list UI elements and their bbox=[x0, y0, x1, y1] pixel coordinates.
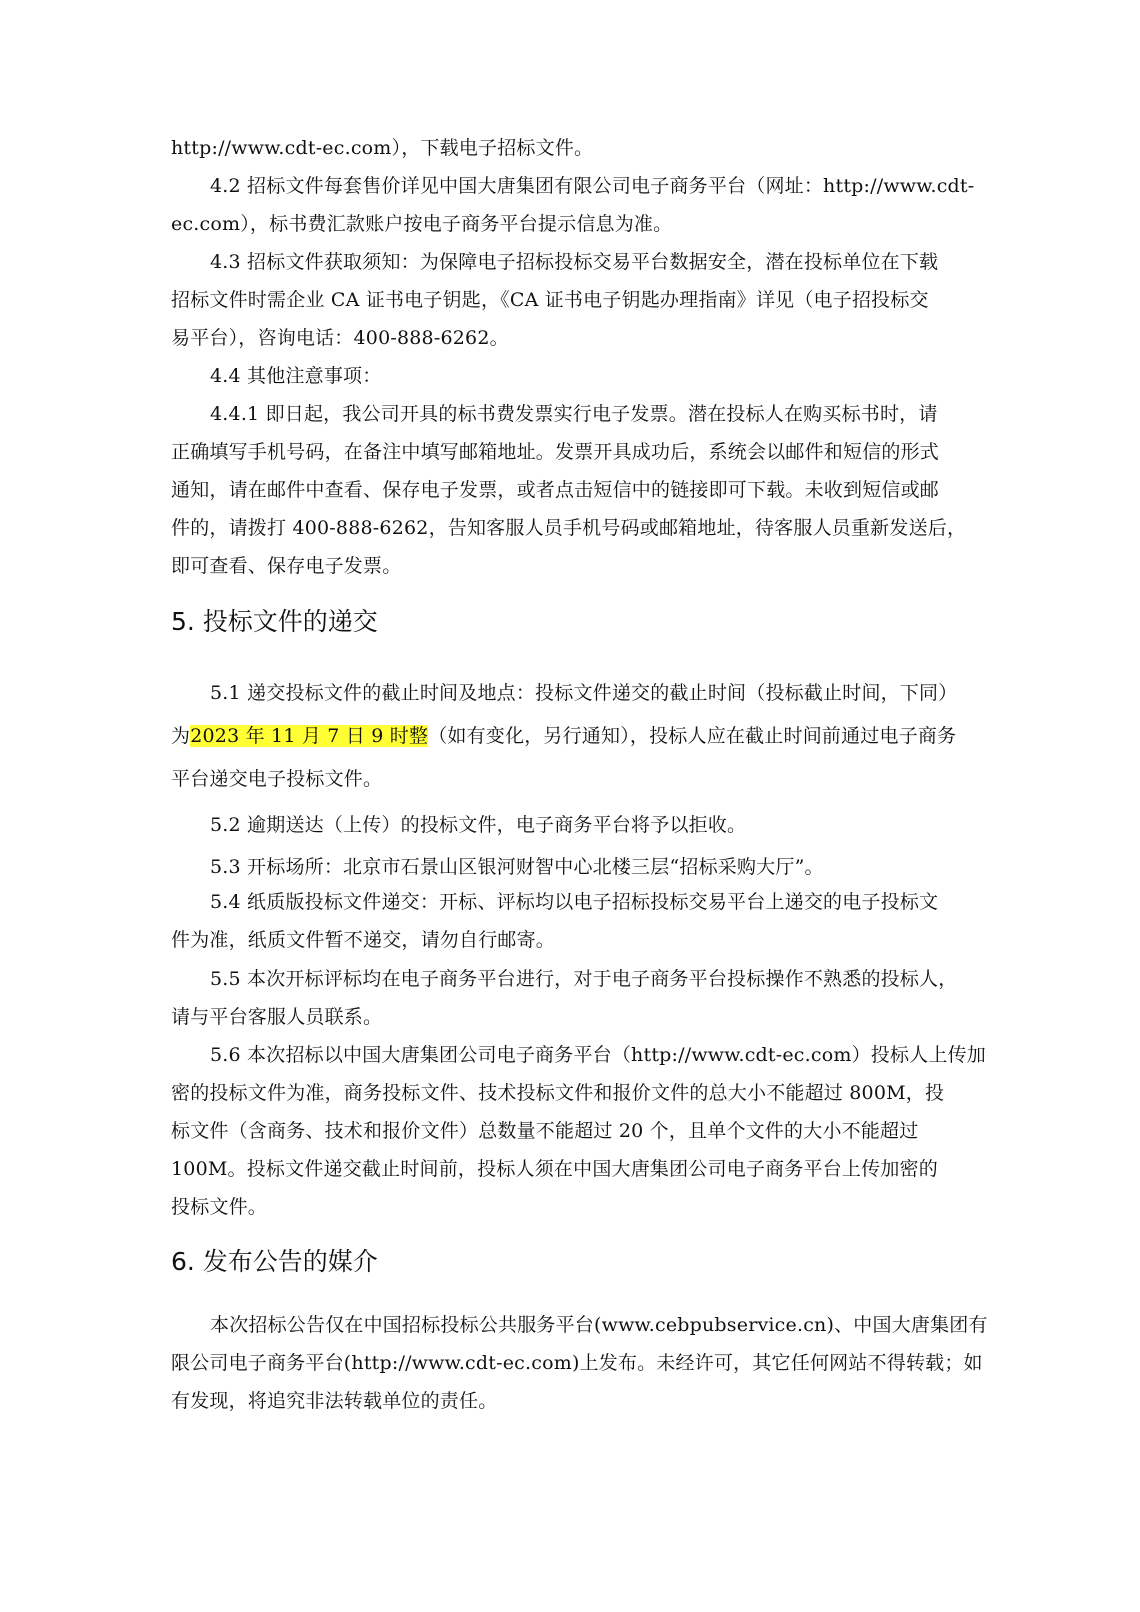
text-line: 密的投标文件为准，商务投标文件、技术投标文件和报价文件的总大小不能超过 800M，投 bbox=[171, 1082, 945, 1104]
text-line: 平台递交电子投标文件。 bbox=[171, 768, 383, 790]
text-line: 限公司电子商务平台(http://www.cdt-ec.com)上发布。未经许可，其它任何网站不得转载；如 bbox=[171, 1352, 983, 1374]
text-line: 4.2 招标文件每套售价详见中国大唐集团有限公司电子商务平台（网址：http://www.cdt- bbox=[210, 175, 975, 197]
text-fragment: （如有变化，另行通知），投标人应在截止时间前通过电子商务 bbox=[428, 725, 957, 747]
highlighted-deadline: 2023 年 11 月 7 日 9 时整 bbox=[190, 725, 429, 747]
text-line: 正确填写手机号码，在备注中填写邮箱地址。发票开具成功后，系统会以邮件和短信的形式 bbox=[171, 441, 940, 463]
text-line: 请与平台客服人员联系。 bbox=[171, 1006, 383, 1028]
text-line: 通知，请在邮件中查看、保存电子发票，或者点击短信中的链接即可下载。未收到短信或邮 bbox=[171, 479, 940, 501]
text-line: 4.4.1 即日起，我公司开具的标书费发票实行电子发票。潜在投标人在购买标书时，请 bbox=[210, 403, 938, 425]
text-fragment: 为 bbox=[171, 725, 191, 747]
text-line: 4.4 其他注意事项： bbox=[210, 365, 382, 387]
text-line: 件为准，纸质文件暂不递交，请勿自行邮寄。 bbox=[171, 929, 556, 951]
section-6-heading: 6. 发布公告的媒介 bbox=[171, 1247, 378, 1276]
text-line-with-highlight bbox=[171, 724, 971, 748]
text-line: 5.5 本次开标评标均在电子商务平台进行，对于电子商务平台投标操作不熟悉的投标人， bbox=[210, 968, 958, 990]
text-line: ec.com），标书费汇款账户按电子商务平台提示信息为准。 bbox=[171, 213, 673, 235]
text-line: 易平台），咨询电话：400-888-6262。 bbox=[171, 327, 509, 349]
text-line: 4.3 招标文件获取须知：为保障电子招标投标交易平台数据安全，潜在投标单位在下载 bbox=[210, 251, 939, 273]
text-line: 5.3 开标场所：北京市石景山区银河财智中心北楼三层“招标采购大厅”。 bbox=[210, 856, 824, 878]
text-line: 5.6 本次招标以中国大唐集团公司电子商务平台（http://www.cdt-ec.com）投标人上传加 bbox=[210, 1044, 986, 1066]
text-line: 本次招标公告仅在中国招标投标公共服务平台(www.cebpubservice.cn)、中国大唐集团有 bbox=[210, 1314, 988, 1336]
text-line: 即可查看、保存电子发票。 bbox=[171, 555, 402, 577]
text-line: 招标文件时需企业 CA 证书电子钥匙，《CA 证书电子钥匙办理指南》详见（电子招投标交 bbox=[171, 289, 929, 311]
text-line: http://www.cdt-ec.com），下载电子招标文件。 bbox=[171, 137, 594, 159]
text-line: 5.4 纸质版投标文件递交：开标、评标均以电子招标投标交易平台上递交的电子投标文 bbox=[210, 891, 939, 913]
text-line: 5.1 递交投标文件的截止时间及地点：投标文件递交的截止时间（投标截止时间，下同） bbox=[210, 682, 958, 704]
text-line: 件的，请拨打 400-888-6262，告知客服人员手机号码或邮箱地址，待客服人员重新发送后， bbox=[171, 517, 967, 539]
text-line: 有发现，将追究非法转载单位的责任。 bbox=[171, 1390, 498, 1412]
text-line: 标文件（含商务、技术和报价文件）总数量不能超过 20 个，且单个文件的大小不能超过 bbox=[171, 1120, 919, 1142]
section-5-heading: 5. 投标文件的递交 bbox=[171, 607, 378, 636]
text-line: 5.2 逾期送达（上传）的投标文件，电子商务平台将予以拒收。 bbox=[210, 814, 747, 836]
text-line: 投标文件。 bbox=[171, 1196, 268, 1218]
text-line: 100M。投标文件递交截止时间前，投标人须在中国大唐集团公司电子商务平台上传加密的 bbox=[171, 1158, 938, 1180]
